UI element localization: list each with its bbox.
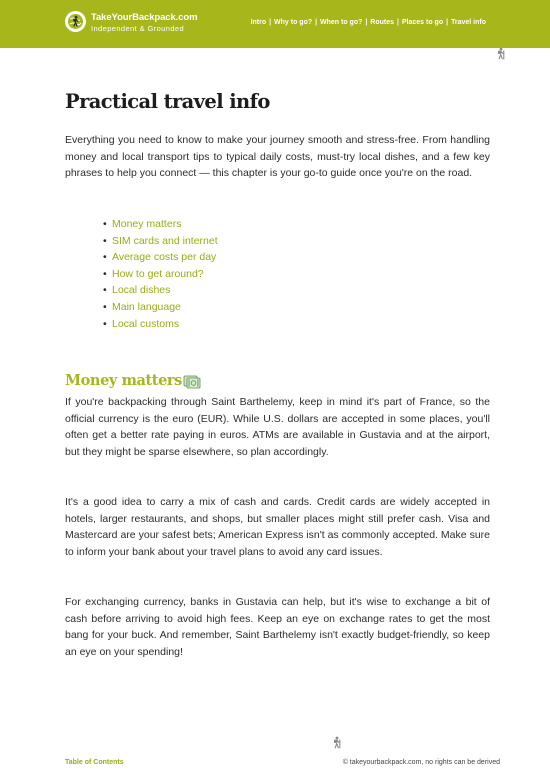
nav-separator: | bbox=[446, 19, 449, 26]
hiker-icon bbox=[495, 47, 507, 65]
section-title-money-matters: Money matters bbox=[65, 372, 182, 389]
list-item: • SIM cards and internet bbox=[103, 234, 218, 247]
nav-link-routes[interactable]: Routes bbox=[370, 19, 394, 26]
money-paragraph-2: It's a good idea to carry a mix of cash and cards. Credit cards are widely accepted in hotels, larger restaurants, and shops, but smaller places might still prefer cash. Visa and Mastercard are your safest bets; American Express isn't as commonly accepted. Make sure to inform your bank about your travel plans to avoid any card issues. bbox=[65, 496, 490, 558]
hiker-icon bbox=[331, 736, 343, 754]
brand-tagline: Independent & Grounded bbox=[91, 24, 185, 33]
table-of-contents-link[interactable]: Table of Contents bbox=[65, 759, 124, 766]
intro-paragraph: Everything you need to know to make your journey smooth and stress-free. From handling money and local transport tips to typical daily costs, must-try local dishes, and a few key phrases to help you connect — this chapter is your go-to guide once you're on the road. bbox=[65, 134, 490, 180]
nav-separator: | bbox=[365, 19, 368, 26]
link-local-customs[interactable]: Local customs bbox=[112, 317, 180, 330]
list-item: • Local dishes bbox=[103, 284, 171, 297]
brand-name[interactable]: TakeYourBackpack.com bbox=[91, 12, 198, 23]
nav-link-places-to-go[interactable]: Places to go bbox=[401, 19, 444, 26]
globe-hiker-icon[interactable] bbox=[65, 11, 86, 32]
copyright-notice: © takeyourbackpack.com, no rights can be derived bbox=[342, 759, 500, 766]
page-title: Practical travel info bbox=[65, 90, 270, 113]
list-item: • Main language bbox=[103, 300, 181, 313]
top-nav bbox=[251, 19, 486, 26]
nav-link-why-to-go[interactable]: Why to go? bbox=[274, 19, 313, 26]
nav-link-travel-info[interactable]: Travel info bbox=[450, 19, 486, 26]
list-item: • Local customs bbox=[103, 317, 180, 330]
link-money-matters[interactable]: Money matters bbox=[112, 218, 182, 230]
nav-link-when-to-go[interactable]: When to go? bbox=[320, 19, 363, 26]
section-link-list bbox=[103, 216, 218, 332]
money-paragraph-3: For exchanging currency, banks in Gustavia can help, but it's wise to exchange a bit of cash before arriving to avoid high fees. Keep an eye on exchange rates to get the most bang for your buck. And remember, Saint Barthelemy isn't exactly budget-friendly, so keep an eye on your spending! bbox=[65, 596, 490, 658]
list-item: • How to get around? bbox=[103, 267, 204, 280]
list-item: • Average costs per day bbox=[103, 251, 217, 264]
nav-separator: | bbox=[315, 19, 318, 26]
link-main-language[interactable]: Main language bbox=[112, 300, 181, 313]
link-how-to-get-around[interactable]: How to get around? bbox=[112, 267, 204, 280]
nav-separator: | bbox=[269, 19, 272, 26]
list-item: • Money matters bbox=[103, 218, 182, 230]
nav-separator: | bbox=[396, 19, 399, 26]
link-sim-cards-and-internet[interactable]: SIM cards and internet bbox=[112, 234, 218, 247]
banknote-icon bbox=[183, 375, 201, 394]
link-average-costs-per-day[interactable]: Average costs per day bbox=[112, 251, 217, 264]
link-local-dishes[interactable]: Local dishes bbox=[112, 284, 171, 297]
nav-link-intro[interactable]: Intro bbox=[250, 19, 267, 26]
header-bar bbox=[0, 0, 550, 48]
money-paragraph-1: If you're backpacking through Saint Barthelemy, keep in mind it's part of France, so the official currency is the euro (EUR). While U.S. dollars are accepted in some places, you'll often get a better rate paying in euros. ATMs are available in Gustavia and at the airport, but they might be sparse elsewhere, so plan accordingly. bbox=[65, 396, 490, 458]
